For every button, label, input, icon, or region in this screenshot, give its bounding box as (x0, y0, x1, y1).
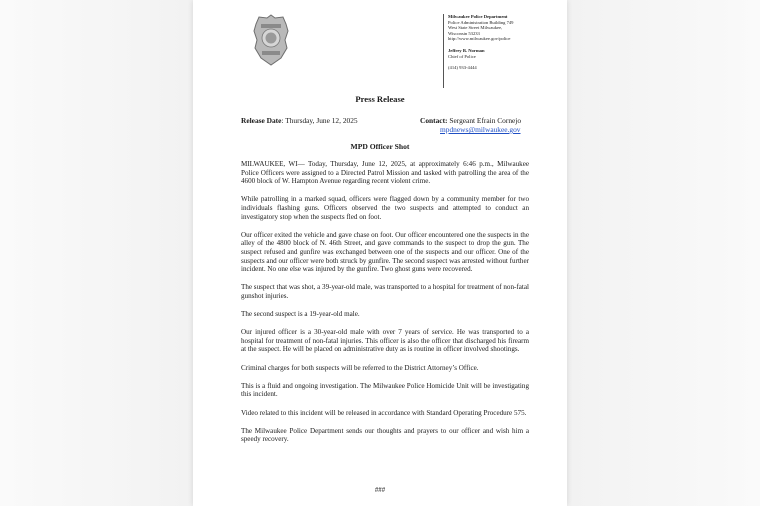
address-line-3: Wisconsin 53233 (448, 30, 480, 36)
release-body (241, 160, 529, 454)
letterhead-block (443, 14, 558, 88)
chief-title: Chief of Police (448, 53, 476, 59)
department-name: Milwaukee Police Department (448, 14, 508, 19)
left-backdrop (0, 0, 193, 506)
contact-label: Contact: (420, 116, 448, 125)
police-badge-icon (253, 14, 289, 66)
phone-number: (414) 933-4444 (448, 65, 477, 71)
body-paragraph: Our injured officer is a 30-year-old male with over 7 years of service. He was transported to a hospital for treatment of non-fatal injuries. This officer is also the officer that discharged his firearm at the suspect. He will be placed on administrative duty as is routine in officer involved shootings. (241, 328, 529, 354)
body-paragraph: While patrolling in a marked squad, officers were flagged down by a community member for two individuals flashing guns. Officers observed the two suspects and attempted to conduct an investigatory stop when the suspects fled on foot. (241, 195, 529, 221)
body-paragraph: The suspect that was shot, a 39-year-old male, was transported to a hospital for treatment of non-fatal gunshot injuries. (241, 283, 529, 300)
department-url: http://www.milwaukee.gov/police (448, 36, 511, 42)
address-line-2: West State Street Milwaukee, (448, 25, 503, 31)
release-date-label: Release Date (241, 116, 282, 125)
contact-block (420, 116, 530, 134)
body-paragraph: The Milwaukee Police Department sends our thoughts and prayers to our officer and wish him a speedy recovery. (241, 426, 529, 444)
release-date-value: : Thursday, June 12, 2025 (281, 116, 358, 125)
page-title: Press Release (355, 94, 405, 104)
right-backdrop (567, 0, 760, 506)
contact-email-link[interactable]: mpdnews@milwaukee.gov (440, 125, 521, 134)
contact-name: Sergeant Efrain Cornejo (447, 116, 522, 125)
body-paragraph: Video related to this incident will be released in accordance with Standard Operating Procedure 575. (241, 408, 527, 417)
address-line-1: Police Administration Building 749 (448, 19, 514, 25)
end-mark: ### (374, 487, 386, 494)
body-paragraph: Criminal charges for both suspects will be referred to the District Attorney’s Office. (241, 363, 479, 372)
press-release-document (193, 0, 567, 506)
body-paragraph: This is a fluid and ongoing investigation. The Milwaukee Police Homicide Unit will be investigating this incident. (241, 381, 529, 399)
body-paragraph: Our officer exited the vehicle and gave chase on foot. Our officer encountered one the suspects in the alley of the 4800 block of N. 46th Street, and gave commands to the suspect to drop the gun. The suspect refused and gunfire was exchanged between one of the suspects and our officer. One of the suspects and our officer were both struck by gunfire. The second suspect was arrested without further incident. No one else was injured by the gunfire. Two ghost guns were recovered. (241, 230, 529, 274)
body-paragraph: The second suspect is a 19-year-old male. (241, 310, 360, 319)
body-paragraph: MILWAUKEE, WI— Today, Thursday, June 12, 2025, at approximately 6:46 p.m., Milwaukee Police Officers were assigned to a Directed Patrol Mission and tasked with patrolling the area of the 4600 block of W. Hampton Avenue regarding recent violent crime. (241, 160, 529, 186)
release-subtitle: MPD Officer Shot (350, 142, 410, 151)
chief-name: Jeffrey B. Norman (448, 47, 485, 53)
